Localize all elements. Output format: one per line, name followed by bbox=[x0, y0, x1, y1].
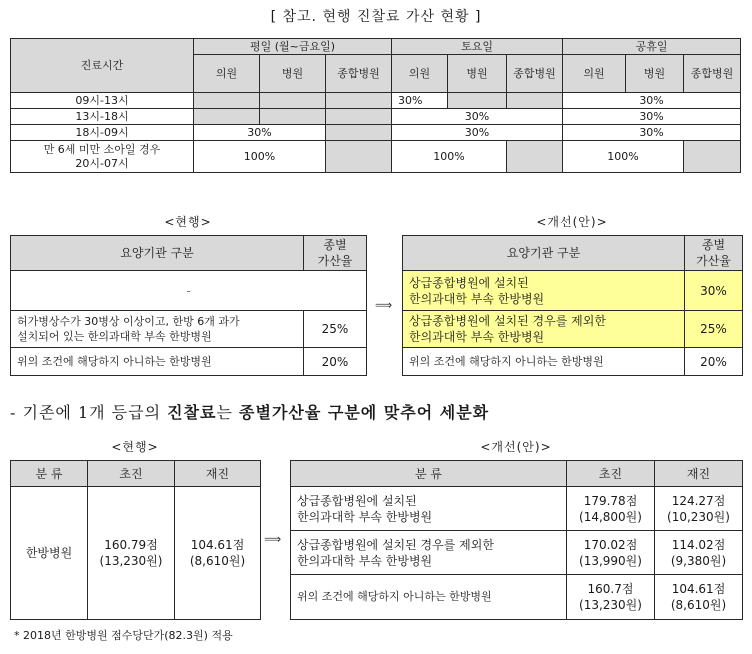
sub-clinic: 의원 bbox=[392, 55, 448, 93]
summary-heading: - 기존에 1개 등급의 진찰료는 종별가산율 구분에 맞추어 세분화 bbox=[10, 403, 490, 422]
group-holiday: 공휴일 bbox=[563, 39, 741, 55]
category-cell: 위의 조건에 해당하지 아니하는 한방병원 bbox=[291, 575, 567, 620]
rate-cell: 30% bbox=[685, 271, 743, 311]
sub-clinic: 의원 bbox=[194, 55, 260, 93]
rate-cell: 30% bbox=[392, 109, 563, 125]
sub-hospital: 병원 bbox=[626, 55, 684, 93]
category-cell: 한방병원 bbox=[11, 487, 88, 620]
rate-cell: 100% bbox=[194, 141, 326, 173]
rate-cell: 20% bbox=[685, 348, 743, 376]
surcharge-status-table bbox=[10, 38, 741, 173]
header-revisit: 재진 bbox=[655, 461, 743, 487]
header-first-visit: 초진 bbox=[88, 461, 175, 487]
institution-cell: 위의 조건에 해당하지 아니하는 한방병원 bbox=[403, 348, 685, 376]
sub-general: 종합병원 bbox=[684, 55, 741, 93]
rate-cell: 30% bbox=[563, 93, 741, 109]
proposal-rate-table bbox=[402, 235, 743, 376]
institution-cell: 허가병상수가 30병상 이상이고, 한방 6개 과가 설치되어 있는 한의과대학 부속 한방병원 bbox=[11, 311, 304, 348]
current-caption: <현행> bbox=[164, 215, 212, 229]
rate-cell: 25% bbox=[685, 311, 743, 348]
institution-cell: 위의 조건에 해당하지 아니하는 한방병원 bbox=[11, 348, 304, 376]
empty-row: - bbox=[11, 271, 367, 311]
institution-cell: 상급종합병원에 설치된 한의과대학 부속 한방병원 bbox=[403, 271, 685, 311]
header-rate: 종별 가산율 bbox=[304, 236, 367, 271]
current-rate-table bbox=[10, 235, 367, 376]
institution-cell: 상급종합병원에 설치된 경우를 제외한 한의과대학 부속 한방병원 bbox=[403, 311, 685, 348]
sub-general: 종합병원 bbox=[507, 55, 563, 93]
sub-general: 종합병원 bbox=[326, 55, 392, 93]
revisit-cell: 114.02점 (9,380원) bbox=[655, 531, 743, 575]
arrow-icon: ⟹ bbox=[375, 298, 391, 312]
rate-cell: 30% bbox=[563, 125, 741, 141]
current-fee-table bbox=[10, 460, 261, 620]
row-header: 진료시간 bbox=[11, 39, 194, 93]
header-institution: 요양기관 구분 bbox=[403, 236, 685, 271]
first-visit-cell: 160.7점 (13,230원) bbox=[567, 575, 655, 620]
proposal-caption: <개선(안)> bbox=[536, 215, 608, 229]
category-cell: 상급종합병원에 설치된 경우를 제외한 한의과대학 부속 한방병원 bbox=[291, 531, 567, 575]
sub-clinic: 의원 bbox=[563, 55, 626, 93]
category-cell: 상급종합병원에 설치된 한의과대학 부속 한방병원 bbox=[291, 487, 567, 531]
rate-cell: 100% bbox=[392, 141, 507, 173]
proposal-fee-table bbox=[290, 460, 743, 620]
rate-cell: 25% bbox=[304, 311, 367, 348]
header-rate: 종별 가산율 bbox=[685, 236, 743, 271]
time-label: 13시-18시 bbox=[11, 109, 194, 125]
header-category: 분 류 bbox=[291, 461, 567, 487]
time-label: 09시-13시 bbox=[11, 93, 194, 109]
page-title: [ 참고. 현행 진찰료 가산 현황 ] bbox=[270, 9, 482, 25]
rate-cell: 30% bbox=[194, 125, 326, 141]
revisit-cell: 104.61점 (8,610원) bbox=[175, 487, 261, 620]
rate-cell: 30% bbox=[392, 93, 448, 109]
header-revisit: 재진 bbox=[175, 461, 261, 487]
first-visit-cell: 160.79점 (13,230원) bbox=[88, 487, 175, 620]
rate-cell: 30% bbox=[563, 109, 741, 125]
time-label: 만 6세 미만 소아일 경우 20시-07시 bbox=[11, 141, 194, 173]
current-caption: <현행> bbox=[111, 440, 159, 454]
revisit-cell: 124.27점 (10,230원) bbox=[655, 487, 743, 531]
footnote: * 2018년 한방병원 점수당단가(82.3원) 적용 bbox=[14, 629, 233, 642]
first-visit-cell: 170.02점 (13,990원) bbox=[567, 531, 655, 575]
header-category: 분 류 bbox=[11, 461, 88, 487]
proposal-caption: <개선(안)> bbox=[480, 440, 552, 454]
header-institution: 요양기관 구분 bbox=[11, 236, 304, 271]
rate-cell: 30% bbox=[392, 125, 563, 141]
time-label: 18시-09시 bbox=[11, 125, 194, 141]
sub-hospital: 병원 bbox=[260, 55, 326, 93]
revisit-cell: 104.61점 (8,610원) bbox=[655, 575, 743, 620]
group-saturday: 토요일 bbox=[392, 39, 563, 55]
rate-cell: 100% bbox=[563, 141, 684, 173]
rate-cell: 20% bbox=[304, 348, 367, 376]
sub-hospital: 병원 bbox=[448, 55, 507, 93]
arrow-icon: ⟹ bbox=[264, 532, 280, 546]
first-visit-cell: 179.78점 (14,800원) bbox=[567, 487, 655, 531]
header-first-visit: 초진 bbox=[567, 461, 655, 487]
group-weekday: 평일 (월~금요일) bbox=[194, 39, 392, 55]
